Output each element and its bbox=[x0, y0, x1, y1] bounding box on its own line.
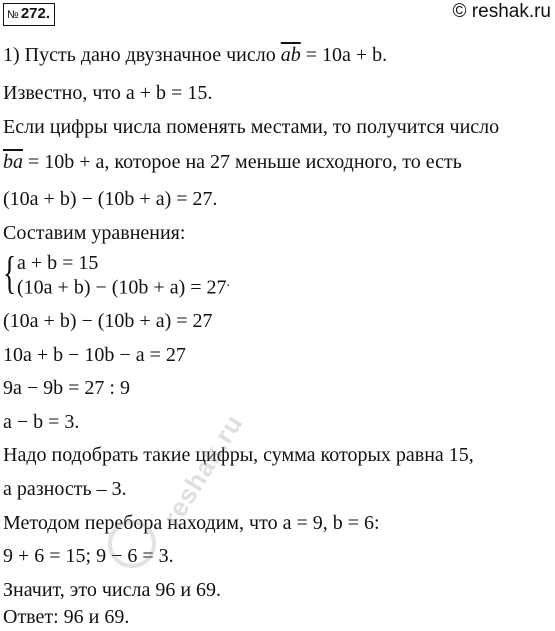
system-eq-1: a + b = 15 bbox=[17, 252, 99, 274]
line-4 bbox=[3, 150, 462, 174]
watermark-logo-icon bbox=[108, 520, 156, 568]
overlined-ab: $\overline{ab}$ bbox=[280, 44, 301, 66]
number-sign: № bbox=[7, 9, 19, 21]
line-1-formula: = 10a + b. bbox=[300, 44, 388, 66]
line-16: Ответ: 96 и 69. bbox=[3, 606, 130, 628]
system-eq-2 bbox=[17, 273, 230, 298]
line-15: Значит, это числа 96 и 69. bbox=[3, 579, 222, 601]
line-3: Если цифры числа поменять местами, то получится число bbox=[3, 116, 500, 138]
watermark-text: reshak.ru bbox=[156, 408, 249, 532]
line-2: Известно, что a + b = 15. bbox=[3, 82, 213, 104]
line-10: a − b = 3. bbox=[3, 411, 80, 433]
problem-number: 272. bbox=[20, 5, 51, 22]
copyright-label: © reshak.ru bbox=[452, 1, 551, 22]
overlined-ba: $\overline{ba}$ bbox=[3, 151, 23, 173]
line-11: Надо подобрать такие цифры, сумма которых равна 15, bbox=[3, 444, 474, 466]
line-7: (10a + b) − (10b + a) = 27 bbox=[3, 310, 213, 332]
line-4-text: = 10b + a, которое на 27 меньше исходного, то есть bbox=[23, 151, 462, 173]
system-eq-2-text: (10a + b) − (10b + a) = 27 bbox=[17, 276, 227, 299]
system-dot: . bbox=[226, 275, 231, 290]
line-12: а разность – 3. bbox=[3, 478, 127, 500]
line-5: (10a + b) − (10b + a) = 27. bbox=[3, 188, 218, 210]
problem-number-badge bbox=[3, 3, 55, 26]
line-1-text: 1) Пусть дано двузначное число bbox=[3, 44, 281, 66]
equation-system bbox=[3, 247, 231, 299]
line-1 bbox=[3, 43, 387, 67]
line-14: 9 + 6 = 15; 9 − 6 = 3. bbox=[3, 545, 174, 567]
line-6: Составим уравнения: bbox=[3, 222, 186, 244]
line-9: 9a − 9b = 27 : 9 bbox=[3, 377, 130, 399]
line-13: Методом перебора находим, что a = 9, b = 6: bbox=[3, 512, 380, 534]
system-lines bbox=[17, 253, 230, 298]
system-brace: { bbox=[3, 247, 17, 299]
line-8: 10a + b − 10b − a = 27 bbox=[3, 344, 186, 366]
